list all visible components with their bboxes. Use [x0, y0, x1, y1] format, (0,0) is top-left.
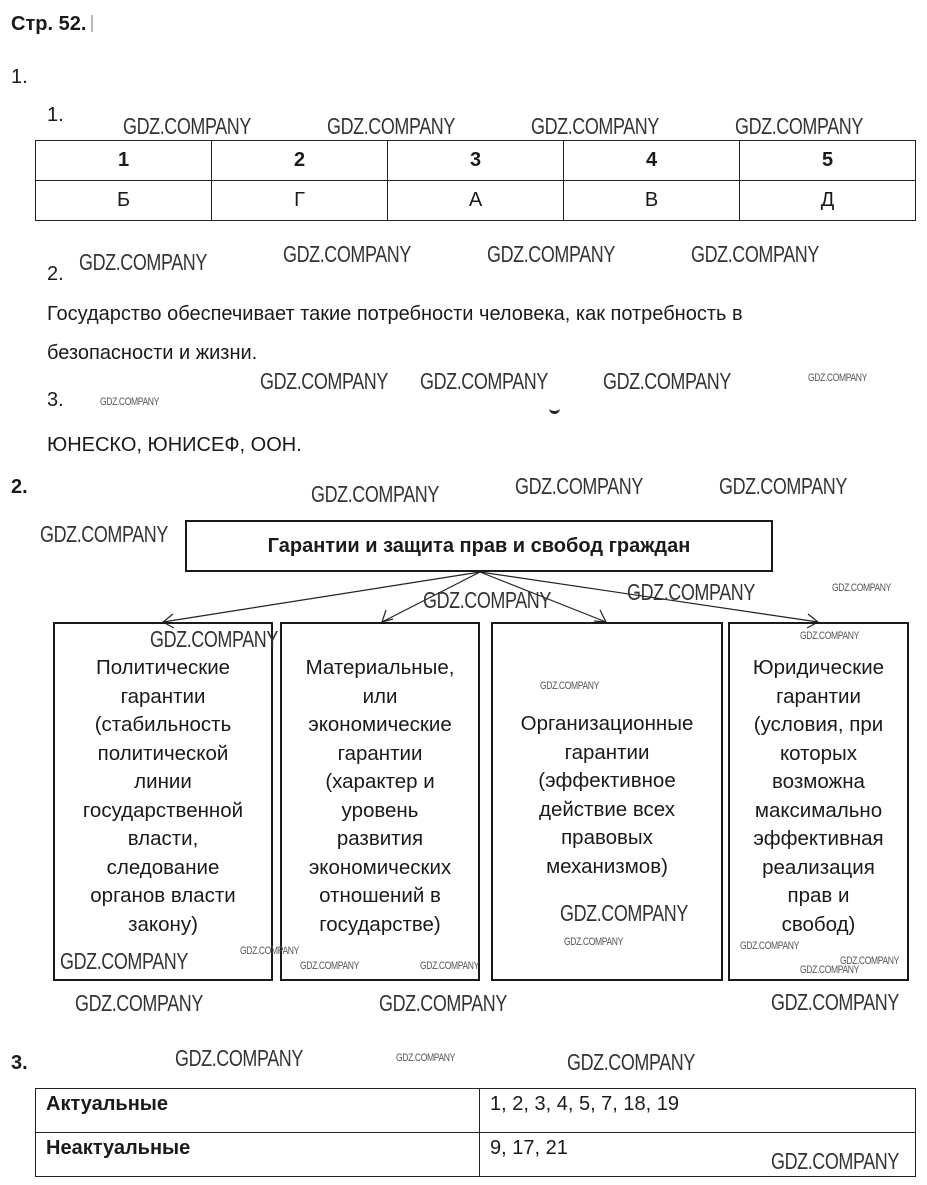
watermark: GDZ.COMPANY — [740, 940, 799, 952]
task1-sub3-number: 3. — [47, 389, 64, 411]
diagram-child-economic — [280, 622, 480, 981]
watermark: GDZ.COMPANY — [150, 626, 278, 652]
watermark: GDZ.COMPANY — [540, 680, 599, 692]
diagram-child-label: Юридические гарантии (условия, при которых возможна максимально эффективная реализация прав и свобод) — [752, 656, 885, 936]
diagram-child-legal — [728, 622, 909, 981]
matching-answer-cell: Б — [36, 181, 212, 221]
matching-header-cell: 4 — [564, 141, 740, 181]
watermark: GDZ.COMPANY — [327, 113, 455, 139]
watermark: GDZ.COMPANY — [240, 945, 299, 957]
matching-header-cell: 3 — [388, 141, 564, 181]
watermark: GDZ.COMPANY — [515, 473, 643, 499]
watermark: GDZ.COMPANY — [691, 241, 819, 267]
watermark: GDZ.COMPANY — [603, 368, 731, 394]
watermark: GDZ.COMPANY — [627, 579, 755, 605]
watermark: GDZ.COMPANY — [75, 990, 203, 1016]
task1-sub3-answer: ЮНЕСКО, ЮНИСЕФ, ООН. — [47, 434, 302, 456]
arrowhead-icon — [594, 610, 606, 622]
watermark: GDZ.COMPANY — [560, 900, 688, 926]
watermark: GDZ.COMPANY — [300, 960, 359, 972]
watermark: GDZ.COMPANY — [311, 481, 439, 507]
relevance-value-cell: 1, 2, 3, 4, 5, 7, 18, 19 — [480, 1089, 916, 1133]
relevance-value-cell: 9, 17, 21 — [480, 1133, 916, 1177]
arrowhead-icon — [382, 610, 393, 622]
matching-table-header-row — [36, 141, 916, 181]
text-cursor — [91, 15, 93, 32]
watermark: GDZ.COMPANY — [808, 372, 867, 384]
watermark: GDZ.COMPANY — [487, 241, 615, 267]
arrow-line — [480, 572, 606, 622]
task1-number: 1. — [11, 66, 28, 88]
watermark: GDZ.COMPANY — [123, 113, 251, 139]
watermark: GDZ.COMPANY — [175, 1045, 303, 1071]
relevance-label-cell: Актуальные — [36, 1089, 480, 1133]
page-title — [11, 13, 93, 36]
answer-line: Государство обеспечивает такие потребности человека, как потребность в — [47, 303, 743, 325]
task2-number: 2. — [11, 476, 28, 498]
diagram-child-organizational — [491, 622, 723, 981]
matching-table-answer-row — [36, 181, 916, 221]
relevance-table — [35, 1088, 916, 1177]
watermark: GDZ.COMPANY — [719, 473, 847, 499]
relevance-table-row — [36, 1089, 916, 1133]
matching-answer-cell: Д — [740, 181, 916, 221]
diagram-root-label: Гарантии и защита прав и свобод граждан — [267, 534, 691, 557]
watermark: GDZ.COMPANY — [564, 936, 623, 948]
watermark: GDZ.COMPANY — [40, 521, 168, 547]
answer-line: безопасности и жизни. — [47, 342, 258, 364]
task1-sub2-answer — [47, 295, 743, 373]
watermark: GDZ.COMPANY — [60, 948, 188, 974]
matching-answer-cell: А — [388, 181, 564, 221]
watermark: GDZ.COMPANY — [396, 1052, 455, 1064]
watermark: GDZ.COMPANY — [832, 582, 891, 594]
watermark: GDZ.COMPANY — [771, 989, 899, 1015]
watermark: GDZ.COMPANY — [735, 113, 863, 139]
diagram-child-label: Политические гарантии (стабильность политической линии государственной власти, следование органов власти закону) — [82, 656, 244, 936]
watermark: GDZ.COMPANY — [100, 396, 159, 408]
watermark: GDZ.COMPANY — [420, 960, 479, 972]
diagram-child-label: Материальные, или экономические гарантии (характер и уровень развития экономических отношений в государстве) — [305, 656, 455, 936]
task1-sub2-number: 2. — [47, 263, 64, 285]
diagram-child-label: Организационные гарантии (эффективное действие всех правовых механизмов) — [520, 712, 694, 878]
watermark: GDZ.COMPANY — [567, 1049, 695, 1075]
diagram-child-political — [53, 622, 273, 981]
diagram-root-box — [185, 520, 773, 572]
watermark: GDZ.COMPANY — [800, 630, 859, 642]
watermark: GDZ.COMPANY — [531, 113, 659, 139]
arrow-line — [382, 572, 480, 622]
stray-mark — [549, 407, 560, 414]
arrow-line — [480, 572, 818, 622]
matching-header-cell: 2 — [212, 141, 388, 181]
watermark: GDZ.COMPANY — [800, 964, 859, 976]
arrow-line — [163, 572, 480, 622]
task3-number: 3. — [11, 1052, 28, 1074]
watermark: GDZ.COMPANY — [771, 1148, 899, 1174]
task1-sub1-number: 1. — [47, 104, 64, 126]
watermark: GDZ.COMPANY — [840, 955, 899, 967]
watermark: GDZ.COMPANY — [423, 587, 551, 613]
relevance-label-cell: Неактуальные — [36, 1133, 480, 1177]
matching-answer-cell: В — [564, 181, 740, 221]
matching-header-cell: 1 — [36, 141, 212, 181]
matching-table — [35, 140, 916, 221]
matching-header-cell: 5 — [740, 141, 916, 181]
watermark: GDZ.COMPANY — [420, 368, 548, 394]
watermark: GDZ.COMPANY — [283, 241, 411, 267]
relevance-table-row — [36, 1133, 916, 1177]
page-title-text: Стр. 52. — [11, 13, 87, 35]
watermark: GDZ.COMPANY — [260, 368, 388, 394]
matching-answer-cell: Г — [212, 181, 388, 221]
watermark: GDZ.COMPANY — [379, 990, 507, 1016]
watermark: GDZ.COMPANY — [79, 249, 207, 275]
